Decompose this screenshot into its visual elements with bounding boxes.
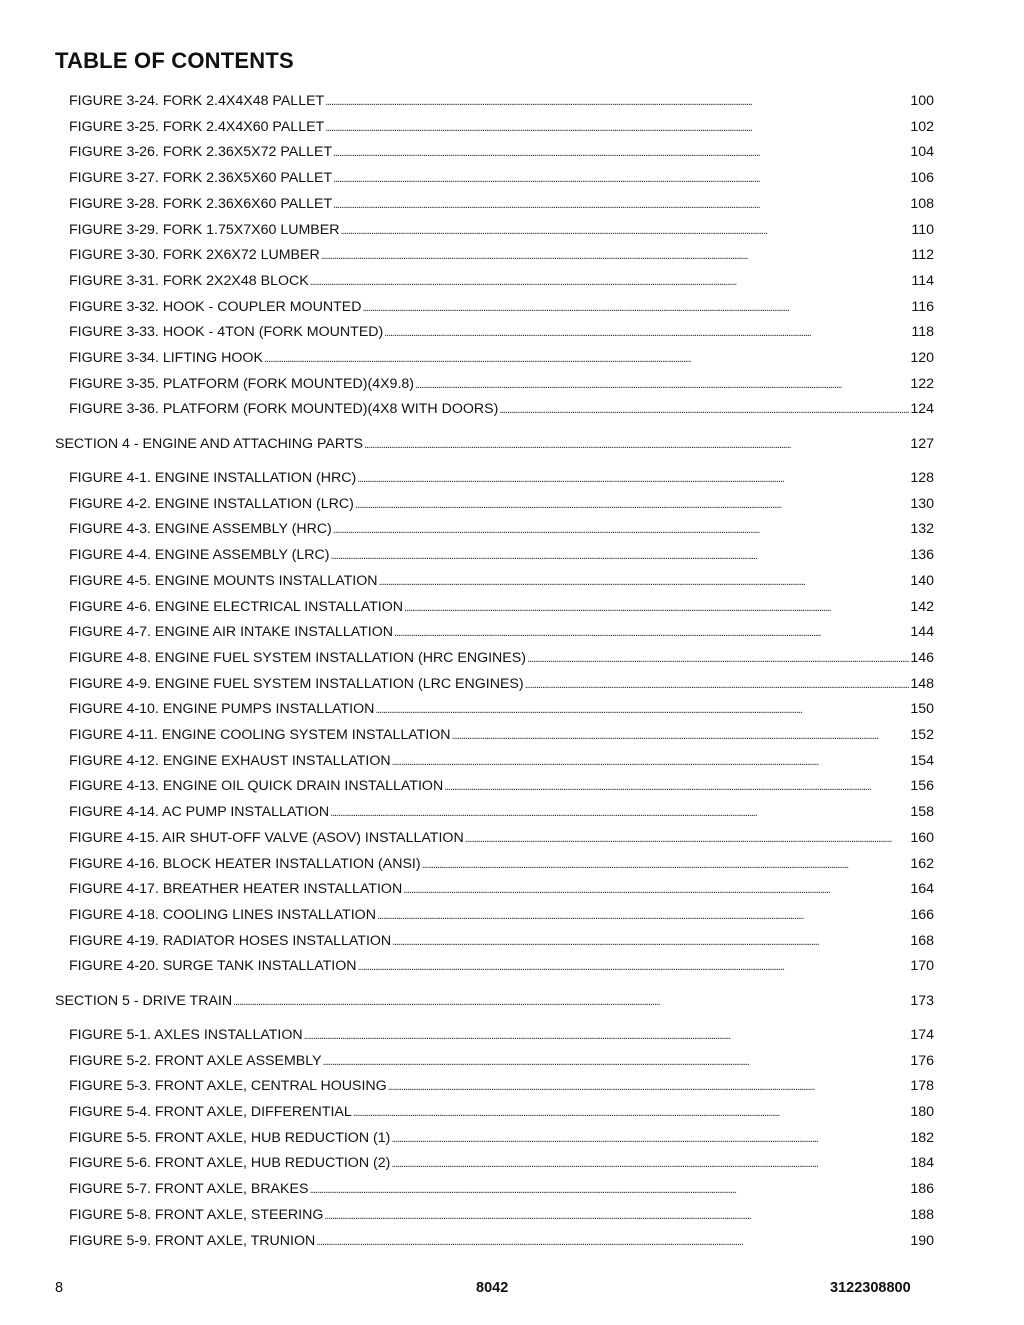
- dot-leader: [404, 599, 909, 617]
- dot-leader: [444, 778, 909, 796]
- toc-figure-entry[interactable]: [69, 623, 934, 641]
- toc-entry-label: FIGURE 3-33. HOOK - 4TON (FORK MOUNTED): [69, 324, 384, 341]
- toc-entry-label: FIGURE 5-7. FRONT AXLE, BRAKES: [69, 1181, 309, 1198]
- dot-leader: [333, 196, 909, 214]
- toc-entry-label: FIGURE 4-18. COOLING LINES INSTALLATION: [69, 906, 376, 923]
- toc-entry-label: FIGURE 3-24. FORK 2.4X4X48 PALLET: [69, 93, 325, 109]
- toc-entry-label: FIGURE 4-17. BREATHER HEATER INSTALLATION: [69, 881, 403, 898]
- toc-figure-entry[interactable]: [69, 1154, 934, 1172]
- toc-figure-entry[interactable]: [69, 675, 934, 693]
- dot-leader: [333, 144, 909, 162]
- toc-figure-entry[interactable]: [69, 700, 934, 718]
- toc-entry-page: 104: [910, 144, 934, 161]
- toc-figure-entry[interactable]: [69, 349, 934, 367]
- toc-entry-label: SECTION 4 - ENGINE AND ATTACHING PARTS: [55, 435, 363, 452]
- dot-leader: [527, 650, 909, 668]
- toc-entry-label: FIGURE 5-8. FRONT AXLE, STEERING: [69, 1206, 324, 1223]
- toc-entry-label: FIGURE 5-1. AXLES INSTALLATION: [69, 1026, 303, 1043]
- toc-figure-entry[interactable]: [69, 272, 934, 290]
- dot-leader: [375, 701, 909, 719]
- toc-entry-page: 130: [910, 495, 934, 512]
- toc-entry-label: SECTION 5 - DRIVE TRAIN: [55, 992, 233, 1009]
- toc-figure-entry[interactable]: [69, 1129, 934, 1147]
- toc-figure-entry[interactable]: [69, 195, 934, 213]
- toc-entry-page: 170: [910, 958, 934, 975]
- dot-leader: [323, 1053, 910, 1071]
- dot-leader: [384, 324, 910, 342]
- toc-figure-entry[interactable]: [69, 572, 934, 590]
- toc-entry-label: FIGURE 5-2. FRONT AXLE ASSEMBLY: [69, 1052, 322, 1069]
- toc-entry-page: 156: [910, 778, 934, 795]
- toc-entry-label: FIGURE 4-2. ENGINE INSTALLATION (LRC): [69, 495, 354, 512]
- dot-leader: [392, 933, 909, 951]
- toc-entry-page: 152: [910, 727, 934, 743]
- toc-entry-label: FIGURE 3-27. FORK 2.36X5X60 PALLET: [69, 170, 333, 187]
- toc-entry-label: FIGURE 5-9. FRONT AXLE, TRUNION: [69, 1232, 316, 1249]
- toc-entry-label: FIGURE 5-6. FRONT AXLE, HUB REDUCTION (2): [69, 1155, 391, 1172]
- toc-entry-page: 173: [910, 992, 934, 1009]
- toc-figure-entry[interactable]: [69, 92, 934, 110]
- toc-figure-entry[interactable]: [69, 1077, 934, 1095]
- toc-entry-page: 158: [910, 804, 934, 821]
- toc-entry-label: FIGURE 4-9. ENGINE FUEL SYSTEM INSTALLATION (LRC ENGINES): [69, 675, 524, 692]
- toc-figure-entry[interactable]: [69, 932, 934, 950]
- dot-leader: [415, 376, 909, 394]
- toc-figure-entry[interactable]: [69, 726, 934, 744]
- toc-entry-page: 142: [910, 598, 934, 615]
- dot-leader: [403, 881, 909, 899]
- toc-entry-label: FIGURE 4-1. ENGINE INSTALLATION (HRC): [69, 470, 357, 486]
- dot-leader: [233, 993, 909, 1011]
- dot-leader: [330, 804, 909, 822]
- toc-figure-entry[interactable]: [69, 520, 934, 538]
- toc-figure-entry[interactable]: [69, 298, 934, 316]
- dot-leader: [324, 1207, 909, 1225]
- toc-entry-page: 114: [911, 272, 934, 289]
- toc-figure-entry[interactable]: [69, 957, 934, 975]
- toc-entry-label: FIGURE 4-20. SURGE TANK INSTALLATION: [69, 958, 357, 975]
- toc-figure-entry[interactable]: [69, 118, 934, 136]
- toc-figure-entry[interactable]: [69, 1026, 934, 1044]
- toc-entry-page: 186: [910, 1181, 934, 1198]
- toc-entry-page: 160: [910, 829, 934, 846]
- toc-entry-page: 164: [910, 881, 934, 898]
- toc-entry-page: 178: [910, 1078, 934, 1095]
- toc-entry-page: 144: [910, 624, 934, 641]
- footer-page-number: 8: [55, 1280, 64, 1296]
- toc-entry-page: 110: [911, 221, 934, 238]
- toc-figure-entry[interactable]: [69, 1232, 934, 1250]
- toc-entry-label: FIGURE 4-8. ENGINE FUEL SYSTEM INSTALLATION (HRC ENGINES): [69, 649, 526, 666]
- toc-entry-label: FIGURE 4-5. ENGINE MOUNTS INSTALLATION: [69, 572, 378, 589]
- toc-entry-page: 116: [911, 298, 934, 315]
- dot-leader: [394, 624, 909, 642]
- toc-entry-label: FIGURE 3-26. FORK 2.36X5X72 PALLET: [69, 144, 333, 161]
- dot-leader: [377, 907, 909, 925]
- dot-leader: [465, 830, 910, 848]
- toc-entry-label: FIGURE 4-19. RADIATOR HOSES INSTALLATION: [69, 932, 392, 949]
- toc-entry-page: 127: [910, 435, 934, 452]
- toc-entry-label: FIGURE 3-34. LIFTING HOOK: [69, 350, 263, 366]
- toc-entry-label: FIGURE 4-16. BLOCK HEATER INSTALLATION (ANSI): [69, 855, 421, 872]
- dot-leader: [499, 401, 909, 419]
- toc-figure-entry[interactable]: [69, 752, 934, 770]
- page-title: TABLE OF CONTENTS: [55, 48, 294, 73]
- toc-figure-entry[interactable]: [69, 598, 934, 616]
- toc-entry-page: 120: [910, 350, 934, 366]
- dot-leader: [333, 521, 910, 539]
- footer-document-number: 3122308800: [830, 1280, 911, 1296]
- toc-entry-page: 166: [910, 906, 934, 923]
- dot-leader: [388, 1078, 910, 1096]
- toc-entry-page: 150: [910, 701, 934, 718]
- toc-entry-page: 154: [910, 752, 934, 769]
- toc-entry-label: FIGURE 3-30. FORK 2X6X72 LUMBER: [69, 247, 320, 264]
- dot-leader: [525, 676, 910, 694]
- toc-entry-label: FIGURE 4-13. ENGINE OIL QUICK DRAIN INSTALLATION: [69, 778, 444, 795]
- toc-entry-label: FIGURE 4-3. ENGINE ASSEMBLY (HRC): [69, 521, 332, 538]
- toc-entry-page: 176: [910, 1052, 934, 1069]
- toc-figure-entry[interactable]: [69, 803, 934, 821]
- dot-leader: [358, 958, 910, 976]
- toc-entry-page: 188: [910, 1206, 934, 1223]
- toc-figure-entry[interactable]: [69, 829, 934, 847]
- toc-figure-entry[interactable]: [69, 777, 934, 795]
- toc-figure-entry[interactable]: [69, 246, 934, 264]
- toc-entry-page: 132: [910, 521, 934, 538]
- toc-entry-label: FIGURE 3-25. FORK 2.4X4X60 PALLET: [69, 118, 325, 135]
- toc-entry-page: 190: [910, 1232, 934, 1249]
- toc-entry-page: 180: [910, 1104, 934, 1120]
- toc-entry-label: FIGURE 3-32. HOOK - COUPLER MOUNTED: [69, 298, 362, 315]
- toc-figure-entry[interactable]: [69, 400, 934, 418]
- toc-entry-page: 122: [910, 375, 934, 392]
- toc-entry-label: FIGURE 4-6. ENGINE ELECTRICAL INSTALLATION: [69, 598, 403, 615]
- toc-entry-page: 148: [910, 675, 934, 692]
- dot-leader: [355, 496, 909, 514]
- toc-entry-label: FIGURE 4-12. ENGINE EXHAUST INSTALLATION: [69, 752, 391, 769]
- dot-leader: [379, 573, 910, 591]
- toc-entry-label: FIGURE 3-36. PLATFORM (FORK MOUNTED)(4X8 WITH DOORS): [69, 401, 499, 418]
- dot-leader: [310, 273, 911, 291]
- toc-section-entry[interactable]: [55, 435, 934, 453]
- dot-leader: [392, 753, 910, 771]
- dot-leader: [364, 436, 909, 454]
- toc-entry-page: 102: [910, 118, 934, 135]
- dot-leader: [353, 1104, 910, 1122]
- toc-entry-label: FIGURE 4-14. AC PUMP INSTALLATION: [69, 804, 330, 821]
- toc-figure-entry[interactable]: [69, 323, 934, 341]
- dot-leader: [391, 1155, 909, 1173]
- toc-figure-entry[interactable]: [69, 649, 934, 667]
- toc-entry-label: FIGURE 3-35. PLATFORM (FORK MOUNTED)(4X9.8): [69, 375, 415, 392]
- toc-figure-entry[interactable]: [69, 495, 934, 513]
- toc-entry-page: 182: [910, 1129, 934, 1146]
- toc-section-entry[interactable]: [55, 992, 934, 1010]
- toc-entry-label: FIGURE 3-31. FORK 2X2X48 BLOCK: [69, 272, 309, 289]
- toc-entry-page: 106: [910, 170, 934, 187]
- dot-leader: [362, 299, 910, 317]
- dot-leader: [330, 547, 909, 565]
- toc-figure-entry[interactable]: [69, 546, 934, 564]
- toc-entry-page: 174: [910, 1026, 934, 1043]
- toc-entry-label: FIGURE 4-7. ENGINE AIR INTAKE INSTALLATION: [69, 624, 394, 641]
- footer-model: 8042: [476, 1280, 509, 1296]
- toc-entry-page: 100: [910, 93, 934, 109]
- toc-figure-entry[interactable]: [69, 1206, 934, 1224]
- toc-entry-page: 112: [911, 247, 934, 264]
- toc-figure-entry[interactable]: [69, 169, 934, 187]
- toc-figure-entry[interactable]: [69, 880, 934, 898]
- toc-figure-entry[interactable]: [69, 855, 934, 873]
- toc-entry-page: 128: [910, 470, 934, 486]
- dot-leader: [333, 170, 909, 188]
- toc-figure-entry[interactable]: [69, 143, 934, 161]
- toc-entry-label: FIGURE 4-4. ENGINE ASSEMBLY (LRC): [69, 547, 330, 564]
- toc-entry-label: FIGURE 5-3. FRONT AXLE, CENTRAL HOUSING: [69, 1078, 387, 1095]
- toc-entry-label: FIGURE 5-5. FRONT AXLE, HUB REDUCTION (1): [69, 1129, 391, 1146]
- toc-figure-entry[interactable]: [69, 1103, 934, 1121]
- dot-leader: [304, 1027, 910, 1045]
- toc-figure-entry[interactable]: [69, 906, 934, 924]
- toc-entry-page: 168: [910, 932, 934, 949]
- toc-entry-label: FIGURE 3-28. FORK 2.36X6X60 PALLET: [69, 195, 333, 212]
- dot-leader: [325, 93, 909, 111]
- toc-entry-page: 146: [910, 649, 934, 666]
- toc-entry-page: 118: [911, 324, 934, 341]
- toc-entry-label: FIGURE 5-4. FRONT AXLE, DIFFERENTIAL: [69, 1104, 352, 1120]
- toc-entry-page: 108: [910, 195, 934, 212]
- dot-leader: [309, 1181, 909, 1199]
- dot-leader: [325, 119, 909, 137]
- toc-entry-page: 124: [910, 401, 934, 418]
- dot-leader: [316, 1233, 909, 1251]
- toc-figure-entry[interactable]: [69, 1180, 934, 1198]
- toc-figure-entry[interactable]: [69, 1052, 934, 1070]
- toc-entry-label: FIGURE 4-10. ENGINE PUMPS INSTALLATION: [69, 701, 375, 718]
- toc-entry-page: 184: [910, 1155, 934, 1172]
- toc-figure-entry[interactable]: [69, 375, 934, 393]
- toc-entry-label: FIGURE 4-15. AIR SHUT-OFF VALVE (ASOV) INSTALLATION: [69, 829, 464, 846]
- dot-leader: [340, 222, 910, 240]
- dot-leader: [422, 856, 910, 874]
- toc-entry-page: 136: [910, 547, 934, 564]
- toc-entry-label: FIGURE 3-29. FORK 1.75X7X60 LUMBER: [69, 221, 340, 238]
- toc-entry-label: FIGURE 4-11. ENGINE COOLING SYSTEM INSTALLATION: [69, 727, 451, 743]
- toc-figure-entry[interactable]: [69, 469, 934, 487]
- dot-leader: [452, 727, 910, 745]
- toc-entry-page: 162: [910, 855, 934, 872]
- dot-leader: [391, 1130, 909, 1148]
- dot-leader: [357, 470, 909, 488]
- toc-entry-page: 140: [910, 572, 934, 589]
- dot-leader: [264, 350, 909, 368]
- dot-leader: [321, 247, 911, 265]
- toc-figure-entry[interactable]: [69, 221, 934, 239]
